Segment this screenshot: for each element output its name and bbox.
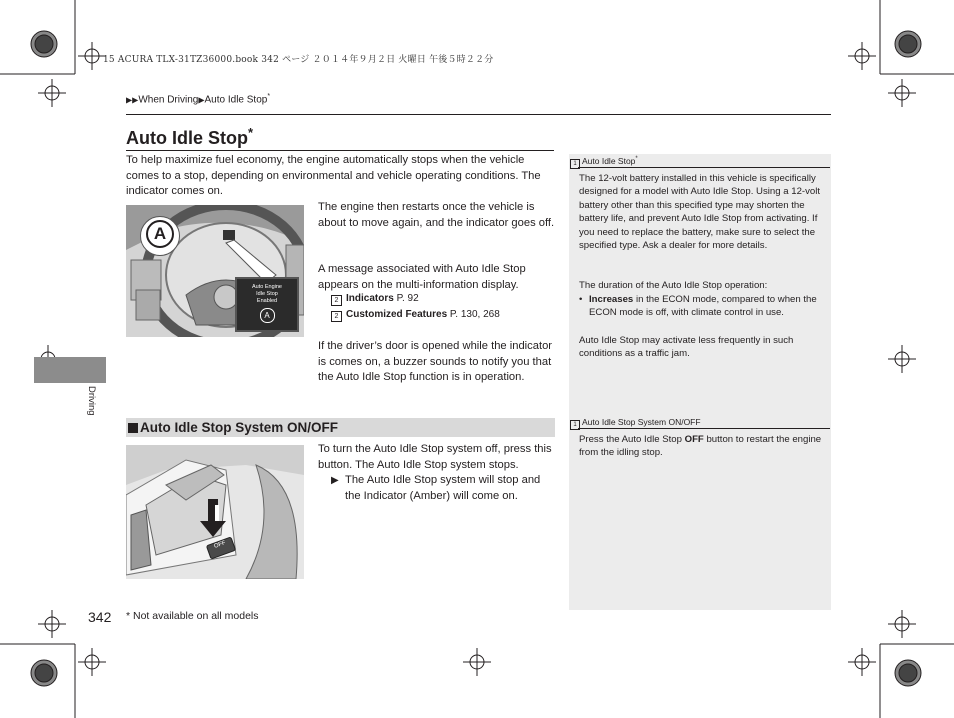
display-line-3: Enabled	[256, 298, 278, 304]
xref-indicators-label: Indicators	[346, 293, 394, 304]
dashboard-illustration	[126, 205, 304, 337]
intro-paragraph: To help maximize fuel economy, the engine automatically stops when the vehicle comes to a stop, depending on environmental and vehicle operating conditions. The indicator comes on.	[126, 154, 541, 197]
chapter-tab	[34, 357, 106, 383]
footnote: * Not available on all models	[126, 610, 259, 622]
section-square-icon	[128, 423, 138, 433]
section-title: Auto Idle Stop System ON/OFF	[140, 420, 339, 435]
xref-arrow-icon: 2	[331, 295, 342, 306]
note1-paragraph2: The duration of the Auto Idle Stop operation:	[579, 280, 768, 291]
display-line-2: Idle Stop	[256, 291, 278, 297]
xref-customized-features-page: P. 130, 268	[447, 309, 500, 320]
multi-information-display	[235, 277, 299, 332]
display-line-1: Auto Engine	[252, 284, 282, 290]
note2-text-pre: Press the Auto Idle Stop	[579, 434, 685, 445]
breadcrumb-item-auto-idle-stop: Auto Idle Stop	[204, 94, 268, 106]
restart-paragraph: The engine then restarts once the vehicle is about to move again, and the indicator goes off.	[318, 201, 555, 229]
chapter-tab-label: Driving	[86, 386, 97, 416]
breadcrumb	[126, 93, 270, 105]
breadcrumb-arrows: ▶▶	[126, 95, 139, 105]
page-title-star: *	[247, 125, 254, 140]
note2-text-bold: OFF	[684, 434, 704, 445]
result-arrow-icon: ▶	[331, 475, 339, 486]
display-a-icon: A	[260, 308, 275, 323]
note1-star: *	[635, 156, 638, 163]
note1-bullet	[579, 293, 823, 320]
note2-heading-text: Auto Idle Stop System ON/OFF	[582, 417, 701, 427]
title-rule	[126, 150, 554, 151]
note1-heading-text: Auto Idle Stop	[582, 156, 636, 166]
off-paragraph: To turn the Auto Idle Stop system off, press this button. The Auto Idle Stop system stops.	[318, 443, 552, 471]
breadcrumb-item-when-driving[interactable]: When Driving	[138, 94, 199, 106]
off-button-illustration	[126, 445, 304, 579]
note1-paragraph1: The 12-volt battery installed in this vehicle is specifically designed for a model with Auto Idle Stop. Using a 12-volt battery other than this specified type may shorten the battery life, and prevent Auto Idle Stop from activating. If you need to replace the battery, make sure to select the specified type. Ask a dealer for more details.	[579, 173, 821, 252]
door-paragraph: If the driver’s door is opened while the indicator is comes on, a buzzer sounds to notify you that the Auto Idle Stop function is in operation.	[318, 340, 553, 383]
note1-bullet-body: in the ECON mode, compared to when the ECON mode is off, with climate control in use.	[589, 294, 817, 319]
note1-paragraph3: Auto Idle Stop may activate less frequently in such conditions as a traffic jam.	[579, 335, 794, 360]
xref-indicators-page: P. 92	[393, 293, 419, 304]
xref-customized-features-label: Customized Features	[346, 309, 448, 320]
off-result-paragraph	[331, 473, 556, 504]
indicator-a-glyph: A	[146, 220, 174, 248]
note2-paragraph	[579, 433, 823, 460]
note1-bullet-text	[579, 293, 823, 320]
page-title-text: Auto Idle Stop	[126, 128, 248, 148]
xref-arrow-icon: 2	[331, 311, 342, 322]
note1-bullet-label: Increases	[589, 294, 634, 305]
breadcrumb-separator: ▶	[198, 95, 205, 105]
page-title	[126, 125, 253, 149]
print-header-meta: 15 ACURA TLX-31TZ36000.book 342 ページ ２０１４年９月２日 火曜日 午後５時２２分	[103, 55, 494, 65]
note-marker-icon: 1	[570, 159, 580, 169]
off-result-text: The Auto Idle Stop system will stop and the Indicator (Amber) will come on.	[345, 474, 541, 502]
bullet-dot-icon: •	[579, 294, 583, 305]
header-rule	[126, 114, 831, 115]
auto-idle-stop-indicator-icon	[140, 216, 180, 256]
note-marker-icon: 1	[570, 420, 580, 430]
message-paragraph: A message associated with Auto Idle Stop appears on the multi-information display.	[318, 263, 526, 291]
note2-text-post: button to restart the engine from the idling stop.	[579, 434, 822, 459]
note2-rule	[578, 428, 830, 429]
xref-customized-features[interactable]	[331, 307, 500, 323]
xref-indicators[interactable]	[331, 291, 419, 307]
page-number: 342	[88, 609, 112, 625]
console-drawing	[126, 445, 304, 579]
off-button-label: OFF	[213, 540, 227, 550]
note1-rule	[578, 167, 830, 168]
breadcrumb-star: *	[267, 93, 271, 100]
